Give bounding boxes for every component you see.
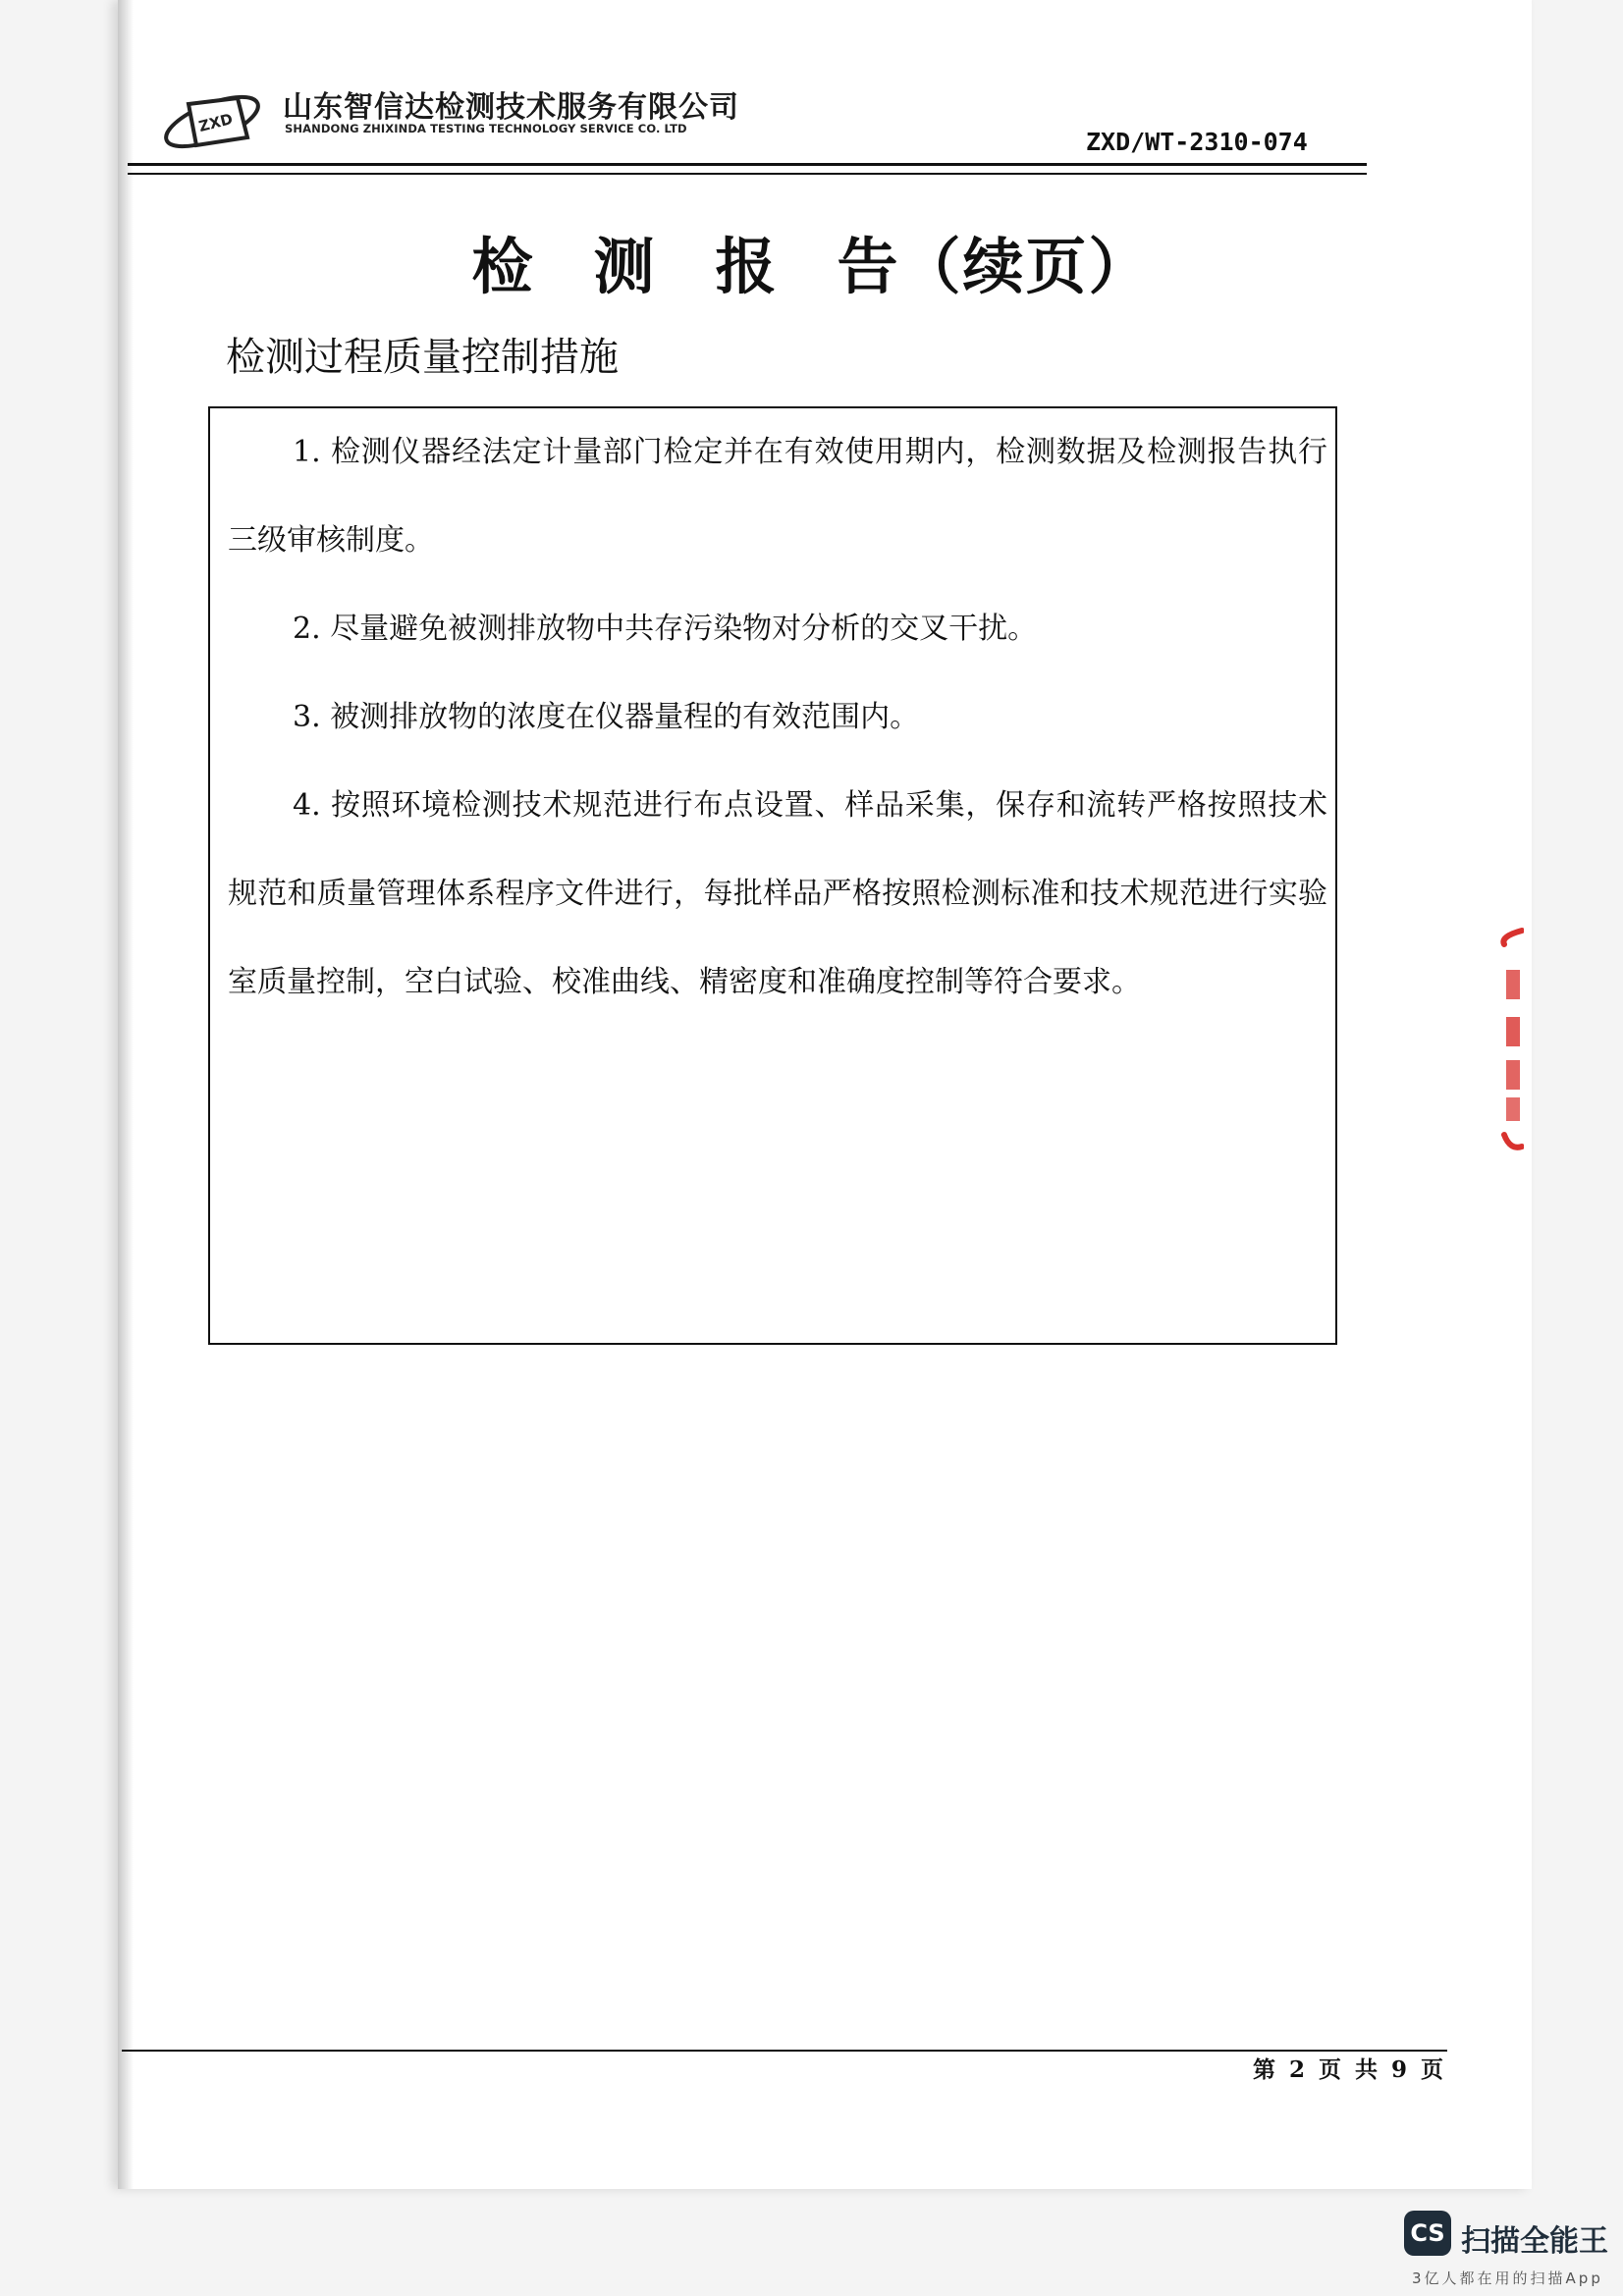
title-char-3: 报: [715, 231, 779, 302]
title-char-2: 测: [593, 231, 657, 302]
title-char-1: 检: [471, 231, 535, 302]
measure-item-2: 2. 尽量避免被测排放物中共存污染物对分析的交叉干扰。: [293, 612, 1038, 646]
header-rule-thin: [128, 173, 1367, 175]
measure-item-3: 3. 被测排放物的浓度在仪器量程的有效范围内。: [293, 700, 920, 734]
seal-stamp-fragment: [1496, 923, 1524, 1158]
report-title: [0, 218, 1623, 305]
company-name-cn: 山东智信达检测技术服务有限公司: [283, 90, 739, 125]
company-name-en: SHANDONG ZHIXINDA TESTING TECHNOLOGY SERVICE CO. LTD: [285, 122, 687, 135]
logo-text: ZXD: [196, 110, 235, 135]
section-heading: 检测过程质量控制措施: [226, 335, 619, 380]
page-shadow-edge: [118, 0, 134, 2189]
company-logo: [157, 77, 273, 167]
scanner-app-name: 扫描全能王: [1461, 2224, 1608, 2259]
header-rule-thick: [128, 163, 1367, 166]
measure-item-4: 4. 按照环境检测技术规范进行布点设置、样品采集，保存和流转严格按照技术规范和质量管理体系程序文件进行，每批样品严格按照检测标准和技术规范进行实验室质量控制，空白试验、校准曲线、精密度和准确度控制等符合要求。: [228, 788, 1327, 999]
cs-logo-icon: CS: [1404, 2211, 1451, 2256]
title-char-4: 告（续页）: [837, 231, 1152, 302]
quality-control-box: [208, 406, 1337, 1345]
scanner-tagline: 3亿人都在用的扫描App: [1412, 2269, 1603, 2287]
report-number: ZXD/WT-2310-074: [1086, 128, 1308, 156]
page-number: 第 2 页 共 9 页: [1253, 2056, 1447, 2083]
footer-rule: [122, 2050, 1447, 2052]
measure-item-1: 1. 检测仪器经法定计量部门检定并在有效使用期内，检测数据及检测报告执行三级审核制度。: [228, 435, 1327, 558]
